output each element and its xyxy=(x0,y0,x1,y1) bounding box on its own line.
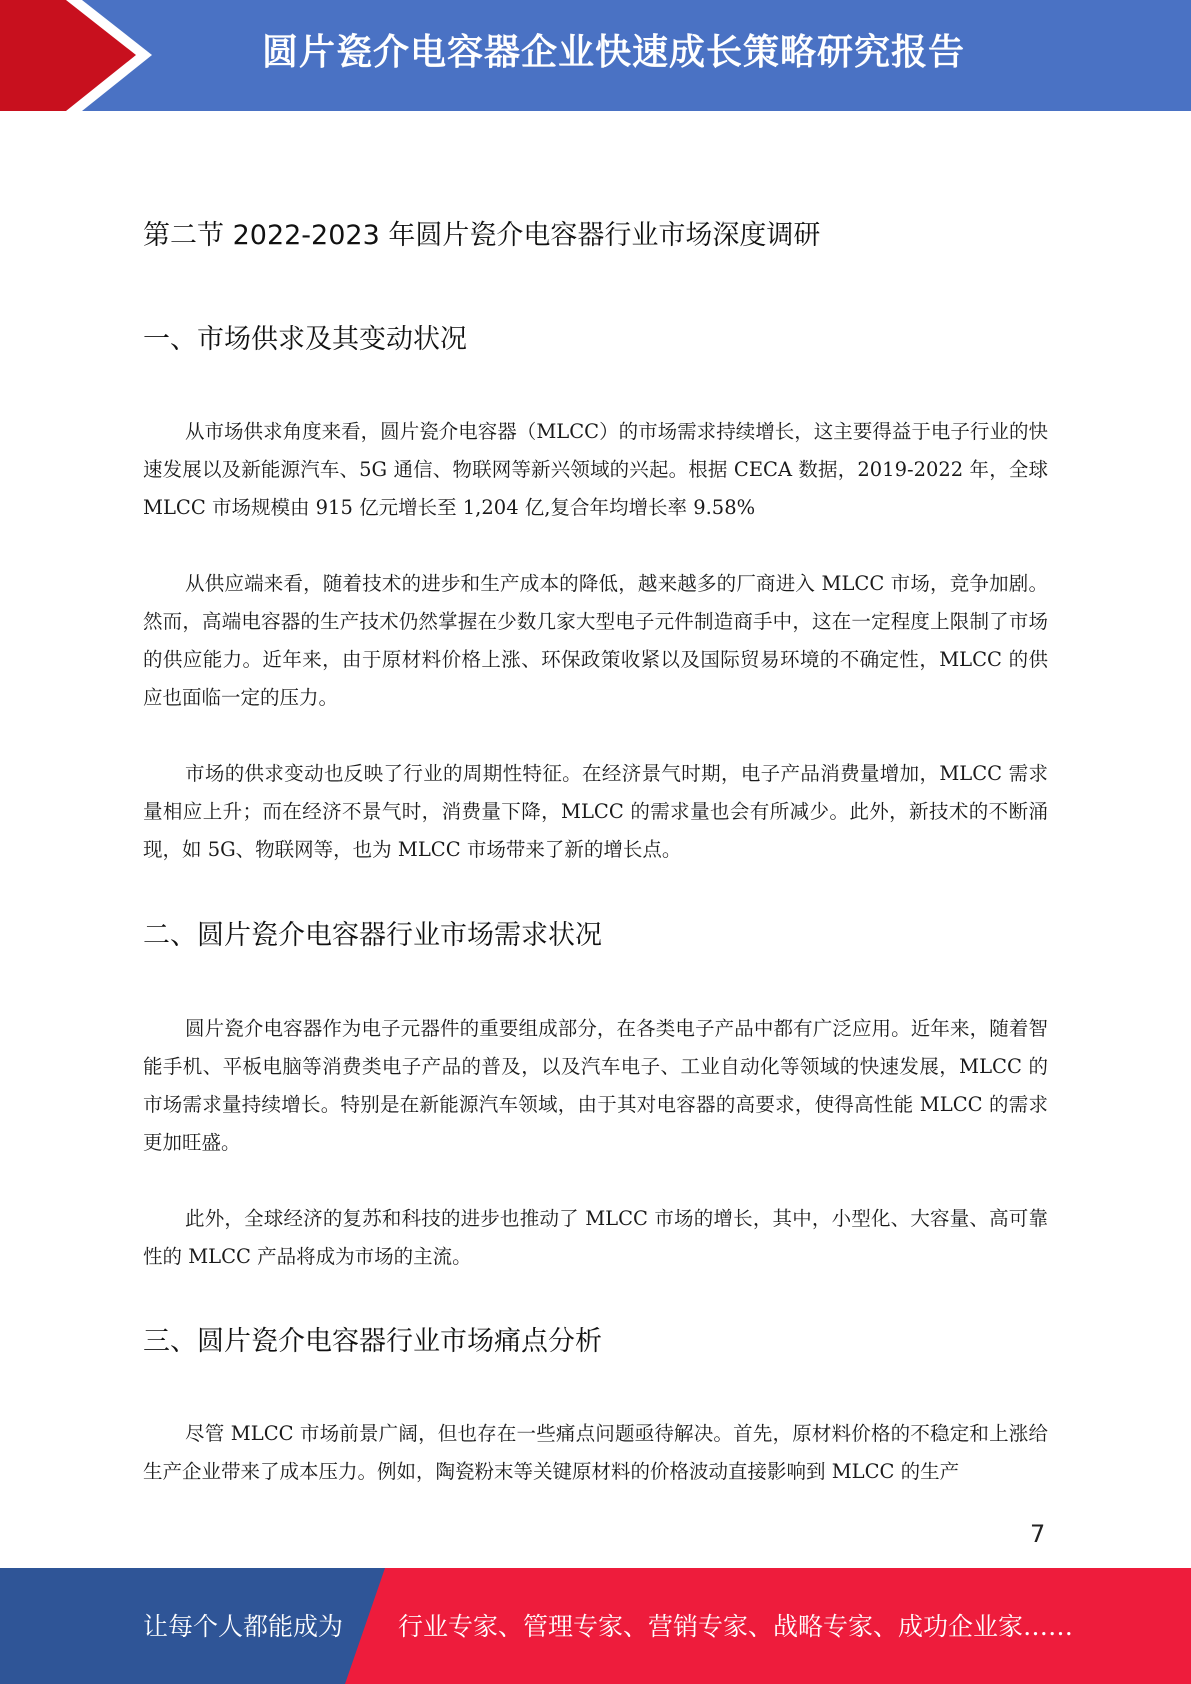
page-number: 7 xyxy=(1030,1520,1046,1548)
paragraph: 尽管 MLCC 市场前景广阔，但也存在一些痛点问题亟待解决。首先，原材料价格的不稳定和上涨给生产企业带来了成本压力。例如，陶瓷粉末等关键原材料的价格波动直接影响到 MLCC 的生产 xyxy=(143,1422,1048,1483)
footer-slogan-right: 行业专家、管理专家、营销专家、战略专家、成功企业家…… xyxy=(398,1612,1074,1641)
paragraph: 从供应端来看，随着技术的进步和生产成本的降低，越来越多的厂商进入 MLCC 市场，竞争加剧。然而，高端电容器的生产技术仍然掌握在少数几家大型电子元件制造商手中，这在一定程度上限制了市场的供应能力。近年来，由于原材料价格上涨、环保政策收紧以及国际贸易环境的不确定性，MLCC 的供应也面临一定的压力。 xyxy=(143,572,1048,709)
subsection-heading-pain-points: 三、圆片瓷介电容器行业市场痛点分析 xyxy=(143,1326,602,1357)
paragraph: 市场的供求变动也反映了行业的周期性特征。在经济景气时期，电子产品消费量增加，MLCC 需求量相应上升；而在经济不景气时，消费量下降，MLCC 的需求量也会有所减少。此外，新技术的不断涌现，如 5G、物联网等，也为 MLCC 市场带来了新的增长点。 xyxy=(143,762,1048,861)
header-chevron-decoration xyxy=(0,0,160,111)
section-title: 第二节 2022-2023 年圆片瓷介电容器行业市场深度调研 xyxy=(143,220,821,251)
footer-slogan-left: 让每个人都能成为 xyxy=(143,1612,344,1641)
paragraph: 从市场供求角度来看，圆片瓷介电容器（MLCC）的市场需求持续增长，这主要得益于电子行业的快速发展以及新能源汽车、5G 通信、物联网等新兴领域的兴起。根据 CECA 数据，2019-2022 年，全球 MLCC 市场规模由 915 亿元增长至 1,204 亿,复合年均增长率 9.58% xyxy=(143,420,1048,519)
subsection-heading-supply-demand: 一、市场供求及其变动状况 xyxy=(143,324,467,355)
subsection-heading-market-demand: 二、圆片瓷介电容器行业市场需求状况 xyxy=(143,920,602,951)
paragraph: 此外，全球经济的复苏和科技的进步也推动了 MLCC 市场的增长，其中，小型化、大容量、高可靠性的 MLCC 产品将成为市场的主流。 xyxy=(143,1207,1048,1268)
page-footer xyxy=(0,1568,1191,1684)
paragraph: 圆片瓷介电容器作为电子元器件的重要组成部分，在各类电子产品中都有广泛应用。近年来，随着智能手机、平板电脑等消费类电子产品的普及，以及汽车电子、工业自动化等领域的快速发展，MLCC 的市场需求量持续增长。特别是在新能源汽车领域，由于其对电容器的高要求，使得高性能 MLCC 的需求更加旺盛。 xyxy=(143,1017,1048,1154)
page-header xyxy=(0,0,1191,111)
report-title: 圆片瓷介电容器企业快速成长策略研究报告 xyxy=(262,32,966,73)
